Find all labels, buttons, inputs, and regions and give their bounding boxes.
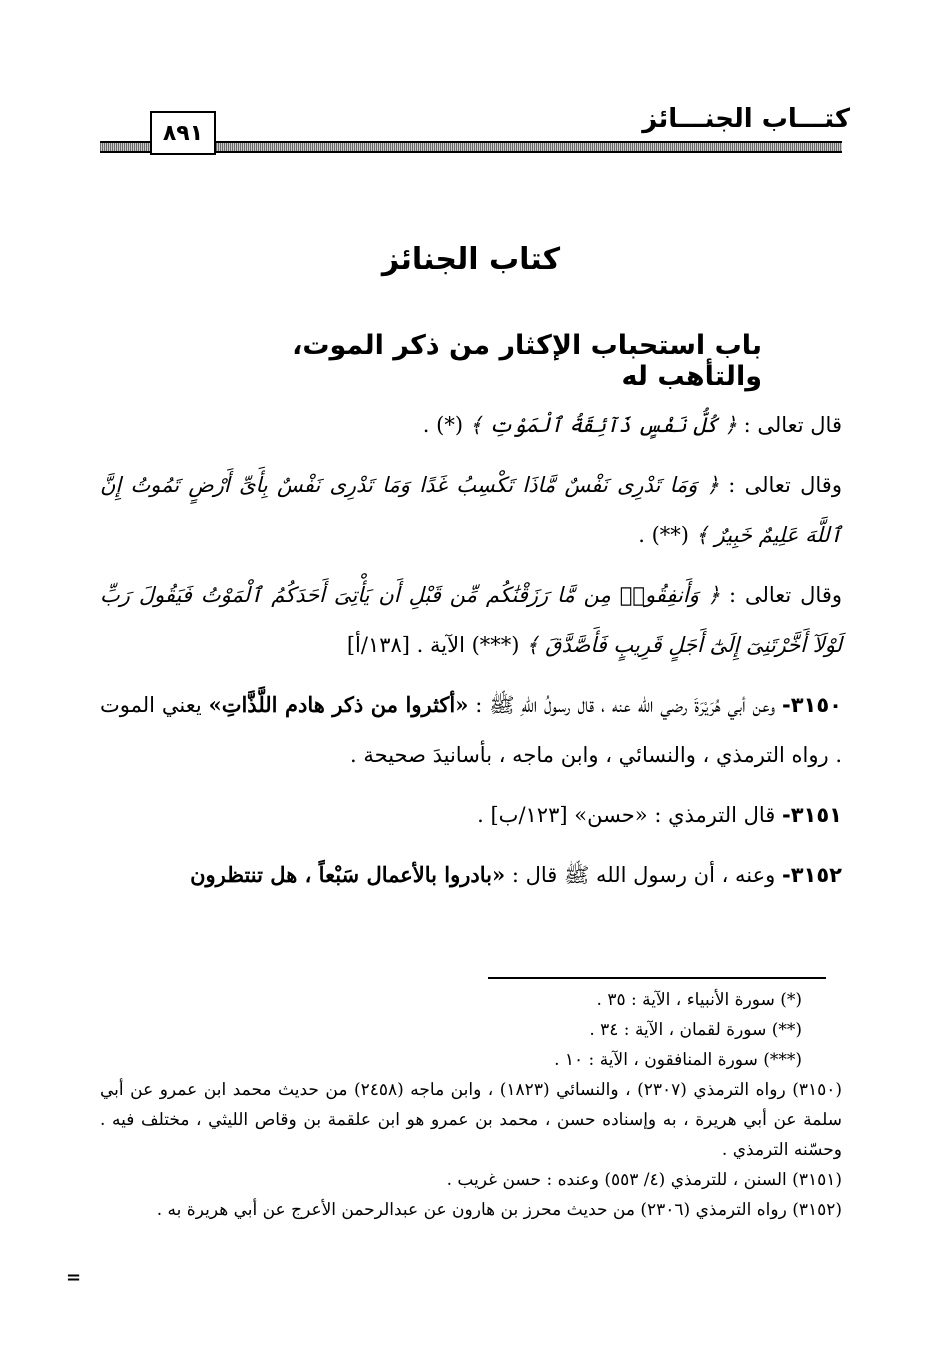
chapter-title: باب استحباب الإكثار من ذكر الموت، والتأهب له bbox=[292, 330, 762, 392]
verse-intro: وقال تعالى : bbox=[729, 583, 843, 607]
continuation-mark: = bbox=[66, 1267, 82, 1288]
hadith-text: يعني الموت . رواه الترمذي ، والنسائي ، وابن ماجه ، بأسانيدَ صحيحة . bbox=[100, 693, 842, 767]
hadith-text: وعن أبي هُرَيْرَةَ رضي الله عنه ، قال رسولُ اللهِ ﷺ : bbox=[475, 693, 776, 717]
hadith-paragraph bbox=[100, 680, 842, 780]
hadith-quote: «أكثروا من ذكر هادم اللَّذَّاتِ» bbox=[208, 692, 469, 717]
verse-intro: وقال تعالى : bbox=[728, 473, 842, 497]
footnote-star: (***) سورة المنافقون ، الآية : ١٠ . bbox=[554, 1050, 802, 1070]
footnote-star: (**) سورة لقمان ، الآية : ٣٤ . bbox=[589, 1020, 802, 1040]
hadith-text: وعنه ، أن رسول الله ﷺ قال : bbox=[511, 863, 776, 887]
quran-verse: ﴿ وَأَنفِقُوا۟ مِن مَّا رَزَقْنَٰكُم مِّن قَبْلِ أَن يَأْتِىَ أَحَدَكُمُ ٱلْمَوْتُ فَيَقُولَ رَبِّ لَوْلَآ أَخَّرْتَنِىٓ إِلَىٰٓ أَجَلٍ قَرِيبٍ فَأَصَّدَّقَ ﴾ bbox=[100, 583, 842, 657]
main-text bbox=[100, 400, 842, 910]
hadith-paragraph bbox=[100, 850, 842, 900]
verse-paragraph bbox=[100, 460, 842, 560]
book-title: كتاب الجنائز bbox=[381, 242, 561, 277]
footnote-marker: (*) . bbox=[422, 413, 464, 437]
footnote: (٣١٥٠) رواه الترمذي (٢٣٠٧) ، والنسائي (١٨٢٣) ، وابن ماجه (٢٤٥٨) من حديث محمد ابن عمرو عن أبي سلمة عن أبي هريرة ، به وإسناده حسن ، محمد بن عمرو هو ابن علقمة بن وقاص الليثي ، مختلف فيه . وحسّنه الترمذي . bbox=[100, 1080, 843, 1160]
footnote-marker: (**) . bbox=[638, 523, 690, 547]
hadith-number: ٣١٥٠- bbox=[781, 693, 842, 717]
footnote-marker: (***) الآية . [١٣٨/أ] bbox=[346, 633, 520, 657]
hadith-number: ٣١٥١- bbox=[782, 803, 842, 827]
hadith-number: ٣١٥٢- bbox=[782, 863, 842, 887]
footnote: (٣١٥١) السنن ، للترمذي (٤/ ٥٥٣) وعنده : حسن غريب . bbox=[446, 1170, 842, 1190]
footnote-separator bbox=[488, 977, 826, 979]
running-header-title: كتـــاب الجنـــائز bbox=[642, 104, 850, 134]
footnote: (٣١٥٢) رواه الترمذي (٢٣٠٦) من حديث محرز بن هارون عن عبدالرحمن الأعرج عن أبي هريرة به . bbox=[156, 1200, 842, 1220]
quran-verse: ﴿ كُلُّ نَفْسٍ ذَآئِقَةُ ٱلْمَوْتِ ﴾ bbox=[469, 413, 737, 437]
quran-verse: ﴿ وَمَا تَدْرِى نَفْسٌ مَّاذَا تَكْسِبُ غَدًا وَمَا تَدْرِى نَفْسٌ بِأَىِّ أَرْضٍ تَمُوتُ إِنَّ ٱللَّهَ عَلِيمٌ خَبِيرٌ ﴾ bbox=[100, 473, 842, 547]
page-number: ٨٩١ bbox=[150, 111, 216, 155]
verse-intro: قال تعالى : bbox=[743, 413, 842, 437]
footnote-star: (*) سورة الأنبياء ، الآية : ٣٥ . bbox=[596, 990, 802, 1010]
verse-paragraph bbox=[100, 400, 842, 450]
hadith-text: قال الترمذي : «حسن» [١٢٣/ب] . bbox=[477, 803, 776, 827]
footnotes bbox=[100, 985, 842, 1225]
hadith-paragraph bbox=[100, 790, 842, 840]
hadith-quote: «بادروا بالأعمال سَبْعاً ، هل تنتظرون bbox=[190, 862, 506, 887]
verse-paragraph bbox=[100, 570, 842, 670]
